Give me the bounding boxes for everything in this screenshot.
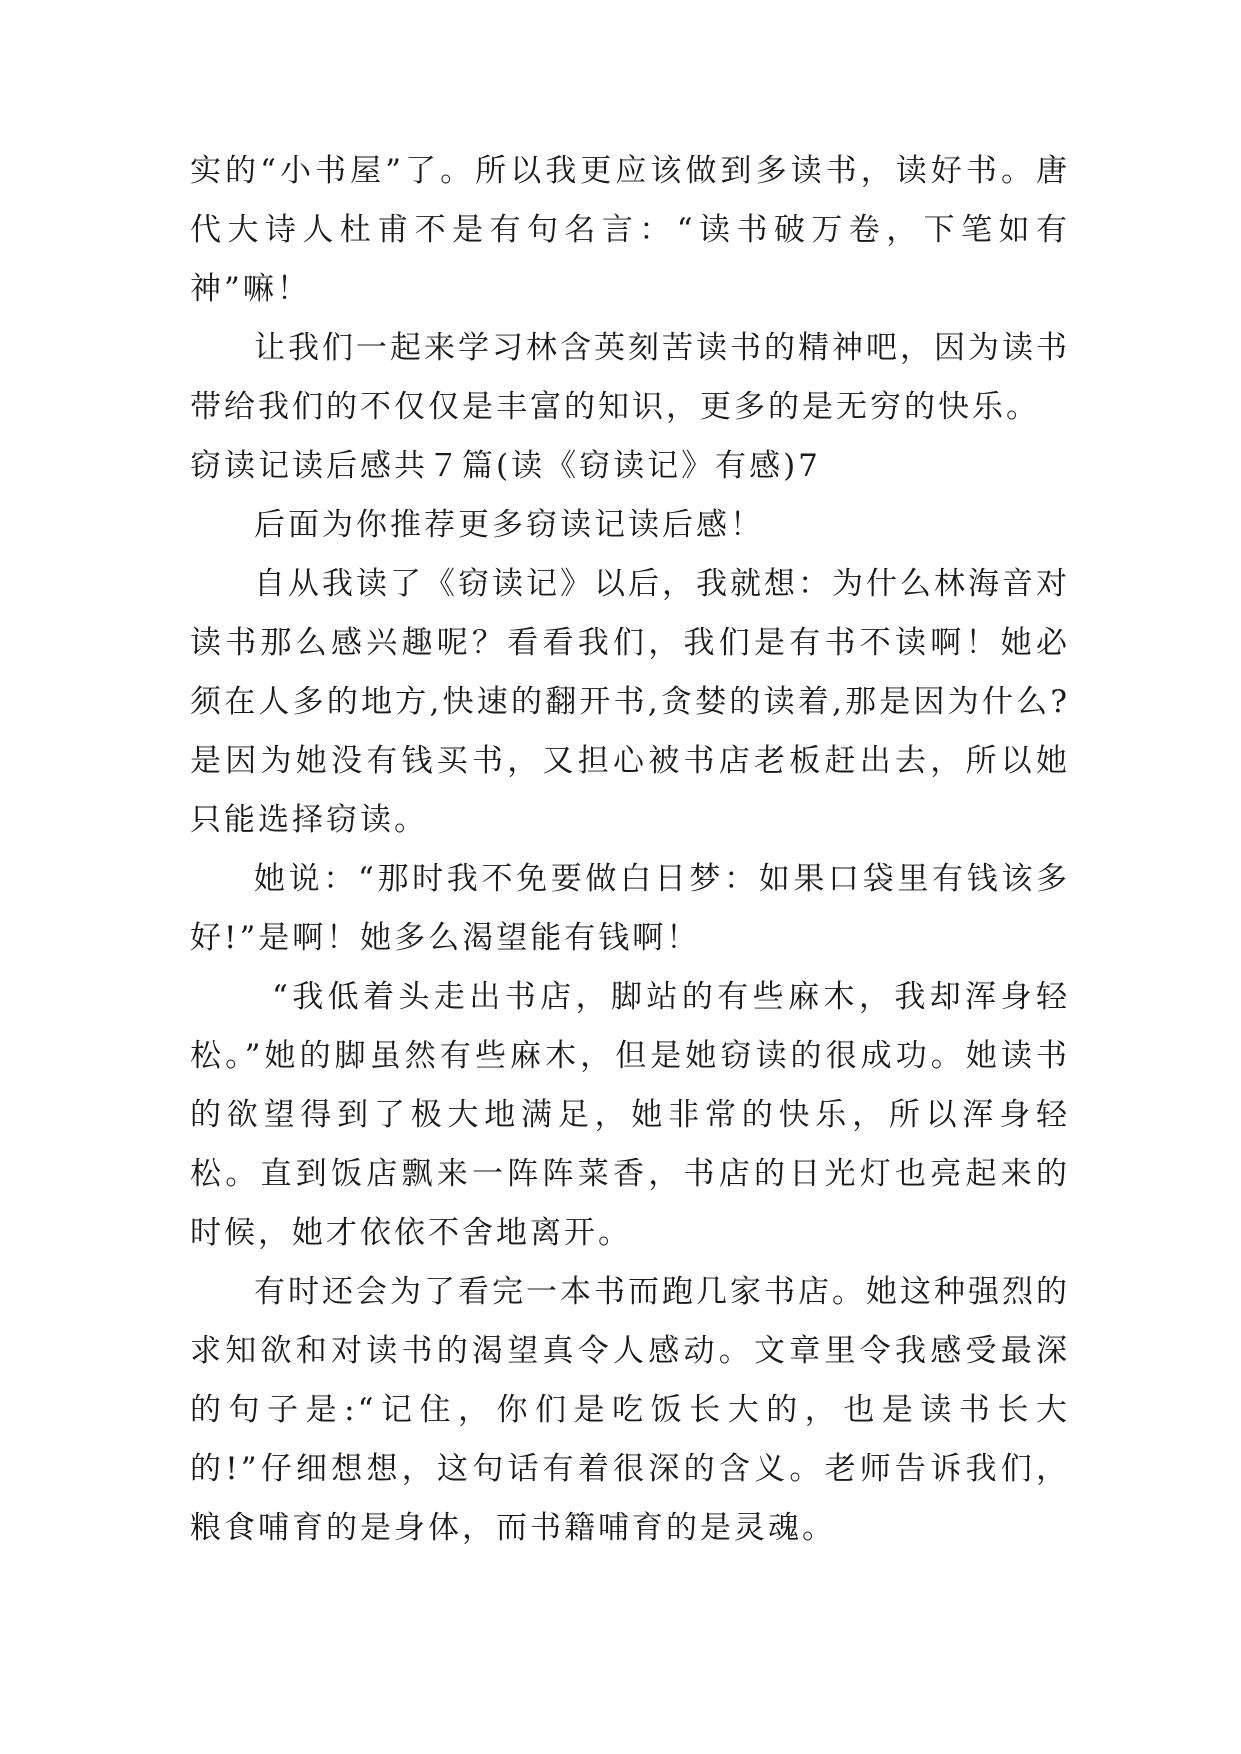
paragraph-thirst-for-knowledge: 有时还会为了看完一本书而跑几家书店。她这种强烈的求知欲和对读书的渴望真令人感动。文章里令我感受最深的句子是:“记住，你们是吃饭长大的，也是读书长大的!”仔细想想，这句话有着很深的含义。老师告诉我们，粮食哺育的是身体，而书籍哺育的是灵魂。 (190, 1274, 1070, 1546)
paragraph-since-reading: 自从我读了《窃读记》以后，我就想：为什么林海音对读书那么感兴趣呢？看看我们，我们是有书不读啊！她必须在人多的地方,快速的翻开书,贪婪的读着,那是因为什么?是因为她没有钱买书，又担心被书店老板赶出去，所以她只能选择窃读。 (190, 566, 1070, 838)
section-heading: 窃读记读后感共７篇(读《窃读记》有感)7 (190, 448, 821, 484)
paragraph-continuation: 实的“小书屋”了。所以我更应该做到多读书，读好书。唐代大诗人杜甫不是有句名言：“读书破万卷，下笔如有神”嘛！ (190, 153, 1070, 307)
paragraph-recommend: 后面为你推荐更多窃读记读后感！ (254, 507, 764, 543)
document-body (190, 142, 1070, 1558)
paragraph-spirit: 让我们一起来学习林含英刻苦读书的精神吧，因为读书带给我们的不仅仅是丰富的知识，更多的是无穷的快乐。 (190, 330, 1070, 425)
paragraph-daydream: 她说：“那时我不免要做白日梦：如果口袋里有钱该多好!”是啊！她多么渴望能有钱啊！ (190, 861, 1070, 956)
paragraph-leaving-bookstore: “我低着头走出书店，脚站的有些麻木，我却浑身轻松。”她的脚虽然有些麻木，但是她窃读的很成功。她读书的欲望得到了极大地满足，她非常的快乐，所以浑身轻松。直到饭店飘来一阵阵菜香，书店的日光灯也亮起来的时候，她才依依不舍地离开。 (190, 979, 1070, 1251)
